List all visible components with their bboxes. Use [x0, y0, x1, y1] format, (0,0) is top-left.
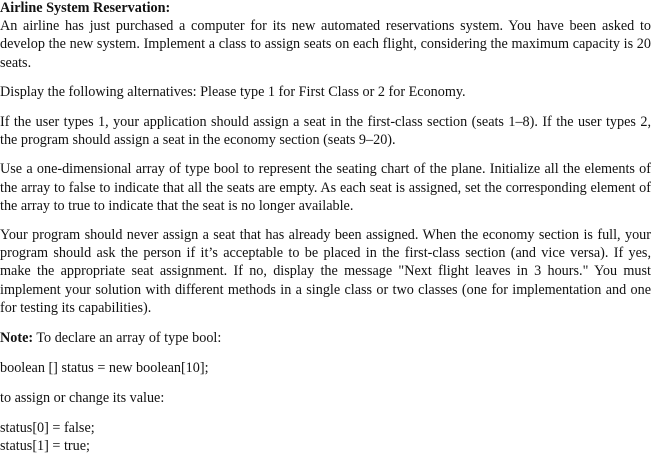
- code-declare-line: boolean [] status = new boolean[10];: [0, 360, 209, 377]
- code-line-status0: status[0] = false;: [0, 420, 95, 437]
- intro-paragraph: An airline has just purchased a computer for its new automated reservations system. You have been asked to develop the new system. Implement a class to assign seats on each flight, considering the maximum capacity is 20 seats.: [0, 18, 651, 71]
- array-paragraph: Use a one-dimensional array of type bool to represent the seating chart of the plane. Initialize all the elements of the array to false to indicate that all the seats are empty. As each seat is assigned, set the corresponding element of the array to true to indicate that the seat is no longer available.: [0, 161, 651, 215]
- rules-paragraph: Your program should never assign a seat that has already been assigned. When the economy section is full, your program should ask the person if it’s acceptable to be placed in the first-class section (and vice versa). If yes, make the appropriate seat assignment. If no, display the message "Next flight leaves in 3 hours." You must implement your solution with different methods in a single class or two classes (one for implementation and one for testing its capabilities).: [0, 226, 651, 317]
- note-text: To declare an array of type bool:: [33, 329, 222, 346]
- code-line-status1: status[1] = true;: [0, 438, 90, 455]
- document-title: Airline System Reservation:: [0, 0, 171, 16]
- display-paragraph: Display the following alternatives: Please type 1 for First Class or 2 for Economy.: [0, 84, 466, 101]
- note-paragraph: [0, 329, 651, 347]
- assign-instruction: to assign or change its value:: [0, 390, 165, 407]
- user-input-paragraph: If the user types 1, your application should assign a seat in the first-class section (seats 1–8). If the user types 2, the program should assign a seat in the economy section (seats 9–20).: [0, 113, 651, 149]
- note-label: Note:: [0, 329, 34, 346]
